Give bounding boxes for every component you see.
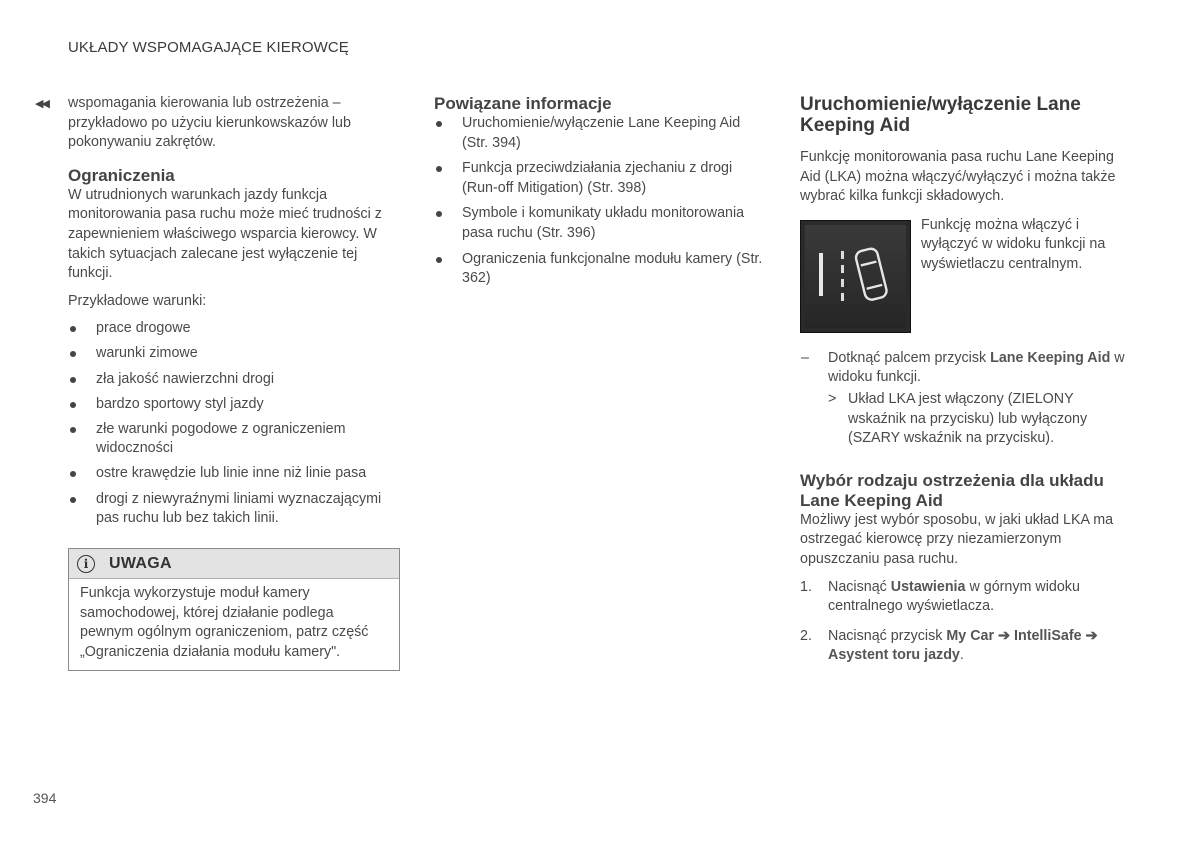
step-text: . [959, 647, 964, 664]
note-box [68, 548, 400, 671]
my-car-ref: My Car [946, 627, 995, 644]
dash-marker: – [801, 349, 809, 366]
list-item: warunki zimowe [68, 344, 403, 364]
column-left [35, 94, 403, 529]
info-icon: i [77, 555, 95, 573]
warning-heading: Wybór rodzaju ostrzeżenia dla układu Lane Keeping Aid [800, 470, 1104, 510]
step-number: 1. [800, 578, 812, 595]
related-link[interactable]: Uruchomienie/wyłączenie Lane Keeping Aid (Str. 394) [434, 114, 764, 153]
list-item: złe warunki pogodowe z ograniczeniem widoczności [68, 420, 403, 459]
step-instruction [800, 349, 1130, 388]
related-link[interactable]: Symbole i komunikaty układu monitorowania pasa ruchu (Str. 396) [434, 204, 764, 243]
step-text: w górnym widoku centralnego wyświetlacza. [828, 578, 1080, 615]
section-title: Uruchomienie/wyłączenie Lane Keeping Aid [800, 94, 1081, 136]
step-text: Nacisnąć przycisk [828, 627, 947, 644]
intellisafe-ref: IntelliSafe [1014, 627, 1082, 644]
column-middle [434, 94, 764, 289]
note-title: UWAGA [109, 554, 172, 572]
list-item [800, 578, 1130, 617]
intro-paragraph: wspomagania kierowania lub ostrzeżenia – przykładowo po użyciu kierunkowskazów lub pokonywaniu zakrętów. [68, 95, 351, 151]
page-header: UKŁADY WSPOMAGAJĄCE KIEROWCĘ [68, 39, 349, 56]
related-heading: Powiązane informacje [434, 94, 612, 113]
list-item: drogi z niewyraźnymi liniami wyznaczającymi pas ruchu lub bez takich linii. [68, 490, 403, 529]
step-text: Dotknąć palcem przycisk [828, 349, 991, 366]
examples-list [68, 319, 403, 528]
list-item [800, 627, 1130, 666]
list-item: prace drogowe [68, 319, 403, 339]
note-text: Funkcja wykorzystuje moduł kamery samochodowej, której działanie podlega pewnym ogólnym ograniczeniom, patrz część „Ograniczenia działania modułu kamery". [80, 585, 369, 660]
note-header [69, 549, 399, 579]
step-result [800, 390, 1130, 449]
arrow-right-icon: ➔ [1081, 627, 1098, 644]
figure [800, 216, 1130, 333]
steps-list [800, 578, 1130, 666]
double-left-arrow-icon: ◀◀ [35, 98, 48, 110]
related-link[interactable]: Ograniczenia funkcjonalne modułu kamery (Str. 362) [434, 250, 764, 289]
page-number: 394 [33, 790, 57, 806]
examples-label: Przykładowe warunki: [68, 292, 207, 309]
related-link[interactable]: Funkcja przeciwdziałania zjechaniu z drogi (Run-off Mitigation) (Str. 398) [434, 159, 764, 198]
section-intro: Funkcję monitorowania pasa ruchu Lane Keeping Aid (LKA) można włączyć/wyłączyć i można także wybrać kilka funkcji składowych. [800, 149, 1116, 205]
settings-ref: Ustawienia [890, 578, 966, 595]
result-text: Układ LKA jest włączony (ZIELONY wskaźnik na przycisku) lub wyłączony (SZARY wskaźnik na przycisku). [848, 390, 1088, 447]
list-item: ostre krawędzie lub linie inne niż linie pasa [68, 464, 403, 484]
column-right [800, 94, 1130, 666]
warning-paragraph: Możliwy jest wybór sposobu, w jaki układ LKA ma ostrzegać kierowcę przy niezamierzonym opuszczaniu pasa ruchu. [800, 511, 1114, 567]
lane-assist-ref: Asystent toru jazdy [828, 647, 960, 664]
figure-caption: Funkcję można włączyć i wyłączyć w widoku funkcji na wyświetlaczu centralnym. [921, 216, 1106, 272]
related-links-list [434, 114, 764, 289]
step-number: 2. [800, 627, 812, 644]
arrow-right-icon: ➔ [994, 627, 1015, 644]
lane-keeping-aid-icon [800, 220, 911, 333]
limits-heading: Ograniczenia [68, 165, 175, 185]
step-text: Nacisnąć [828, 578, 891, 595]
list-item: zła jakość nawierzchni drogi [68, 370, 403, 390]
step-text: w widoku funkcji. [828, 349, 1125, 386]
list-item: bardzo sportowy styl jazdy [68, 395, 403, 415]
lane-keeping-aid-button-ref: Lane Keeping Aid [990, 349, 1111, 366]
limits-paragraph: W utrudnionych warunkach jazdy funkcja monitorowania pasa ruchu może mieć trudności z zapewnieniem właściwego wsparcia kierowcy. W takich sytuacjach zalecane jest wyłączenie tej funkcji. [68, 186, 382, 282]
result-marker: > [828, 390, 837, 407]
